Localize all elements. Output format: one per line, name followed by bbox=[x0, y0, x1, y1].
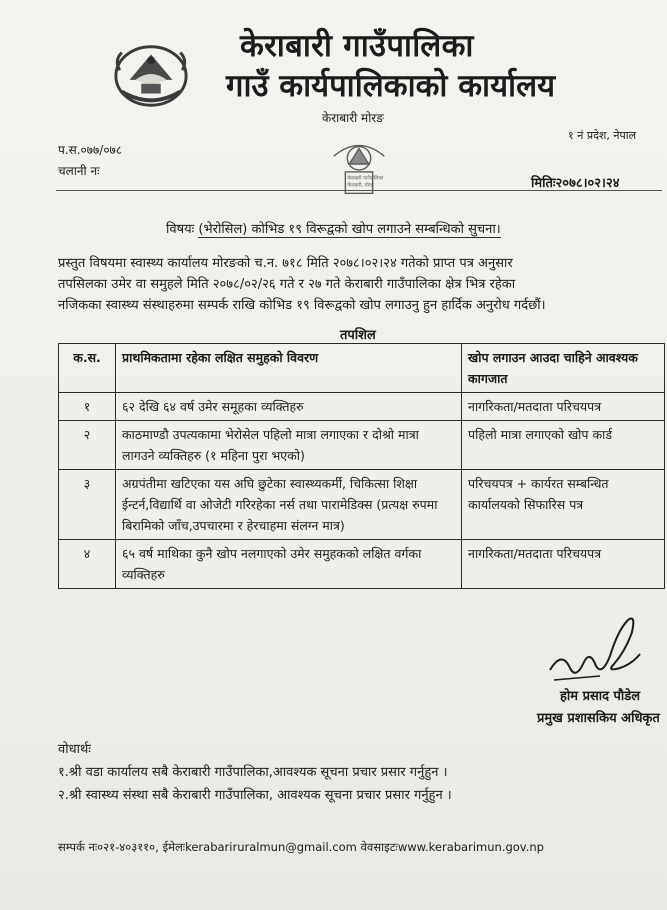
cc-item: १.श्री वडा कार्यालय सबै केराबारी गाउँपालिका,आवश्यक सूचना प्रचार प्रसार गर्नुहुन । bbox=[58, 765, 448, 780]
letter-number: प.स.०७७/०७८ bbox=[58, 143, 123, 157]
body-line: नजिकका स्वास्थ्य संस्थाहरुमा सम्पर्क राखि कोभिड १९ विरूद्वको खोप लगाउनु हुन हार्दिक अनुरोध गर्दछौं। bbox=[58, 298, 546, 313]
nepal-emblem-icon bbox=[112, 40, 190, 110]
office-location: केराबारी मोरङ bbox=[322, 111, 384, 125]
row-group: काठमाण्डौ उपत्यकामा भेरोसेल पहिलो मात्रा लगाएका र दोश्रो मात्रा लागउने व्यक्तिहरु (१ महिना पुरा भएको) bbox=[116, 421, 462, 470]
signatory-title: प्रमुख प्रशासकिय अधिकृत bbox=[537, 711, 660, 726]
row-sn: १ bbox=[59, 393, 116, 421]
cc-section bbox=[58, 738, 452, 807]
signatory-name: होम प्रसाद पौडेल bbox=[560, 689, 641, 704]
vaccination-priority-table bbox=[58, 343, 665, 589]
subject-line bbox=[166, 219, 501, 237]
table-row bbox=[59, 393, 665, 421]
row-docs: पहिलो मात्रा लगाएको खोप कार्ड bbox=[462, 421, 665, 470]
row-group: अग्रपंतीमा खटिएका यस अघि छुटेका स्वास्थ्यकर्मी, चिकित्सा शिक्षा ईन्टर्न,विद्यार्थि वा ओजेटी गरिरहेका नर्स तथा पारामेडिक्स (प्रत्यक्ष रुपमा बिरामिको जाँच,उपचारमा र हेरचाहमा संलग्न मात्र) bbox=[116, 470, 462, 540]
subject-label: विषयः bbox=[166, 222, 195, 237]
contact-footer: सम्पर्क नः०२१-४०३११०, ईमेलःkerabariruralmun@gmail.com वेवसाइटःwww.kerabarimun.gov.np bbox=[58, 840, 544, 854]
row-docs: परिचयपत्र + कार्यरत सम्बन्धित कार्यालयको सिफारिस पत्र bbox=[462, 470, 665, 540]
header-target-group: प्राथमिकतामा रहेका लक्षित समुहको विवरण bbox=[116, 344, 462, 393]
body-line: प्रस्तुत विषयमा स्वास्थ्य कार्यालय मोरङको च.न. ७१८ मिति २०७८।०२।२४ गतेको प्राप्त पत्र अनुसार bbox=[58, 256, 513, 271]
row-group: ६५ वर्ष माथिका कुनै खोप नलगाएको उमेर समुहकको लक्षित वर्गका व्यक्तिहरु bbox=[116, 540, 462, 589]
letter-date: मितिः२०७८।०२।२४ bbox=[531, 176, 620, 191]
row-group: ६२ देखि ६४ वर्ष उमेर समूहका व्यक्तिहरु bbox=[116, 393, 462, 421]
row-sn: २ bbox=[59, 421, 116, 470]
row-docs: नागरिकता/मतदाता परिचयपत्र bbox=[462, 393, 665, 421]
municipality-title: केराबारी गाउँपालिका bbox=[240, 28, 474, 64]
signature-mark bbox=[540, 610, 650, 690]
body-line: तपसिलका उमेर वा समुहले मिति २०७८/०२/२६ गते र २७ गते केराबारी गाउँपालिका क्षेत्र भित्र रहेका bbox=[58, 277, 516, 292]
table-row bbox=[59, 470, 665, 540]
table-row bbox=[59, 421, 665, 470]
table-row bbox=[59, 540, 665, 589]
row-sn: ४ bbox=[59, 540, 116, 589]
subject-text: (भेरोसिल) कोभिड १९ विरूद्वको खोप लगाउने सम्बन्धिको सुचना। bbox=[198, 222, 501, 237]
seal-bottom-text: केराबारी, मोरङ bbox=[347, 182, 374, 189]
cc-label: वोधार्थः bbox=[58, 742, 91, 757]
table-header-row bbox=[59, 344, 665, 393]
row-sn: ३ bbox=[59, 470, 116, 540]
dispatch-number: चलानी नः bbox=[58, 164, 100, 178]
province-label: १ नं प्रदेश, नेपाल bbox=[568, 129, 637, 142]
header-required-docs: खोप लगाउन आउदा चाहिने आवश्यक कागजात bbox=[462, 344, 665, 393]
header-divider bbox=[56, 190, 662, 191]
letter-body bbox=[58, 253, 662, 316]
row-docs: नागरिकता/मतदाता परिचयपत्र bbox=[462, 540, 665, 589]
table-caption: तपशिल bbox=[340, 328, 376, 343]
cc-item: २.श्री स्वास्थ्य संस्था सबै केराबारी गाउँपालिका, आवश्यक सूचना प्रचार प्रसार गर्नुहुन । bbox=[58, 788, 452, 803]
header-sn: क.स. bbox=[59, 344, 116, 393]
office-title: गाउँ कार्यपालिकाको कार्यालय bbox=[226, 68, 556, 104]
seal-top-text: केराबारी गाउँपालिका bbox=[347, 175, 384, 182]
